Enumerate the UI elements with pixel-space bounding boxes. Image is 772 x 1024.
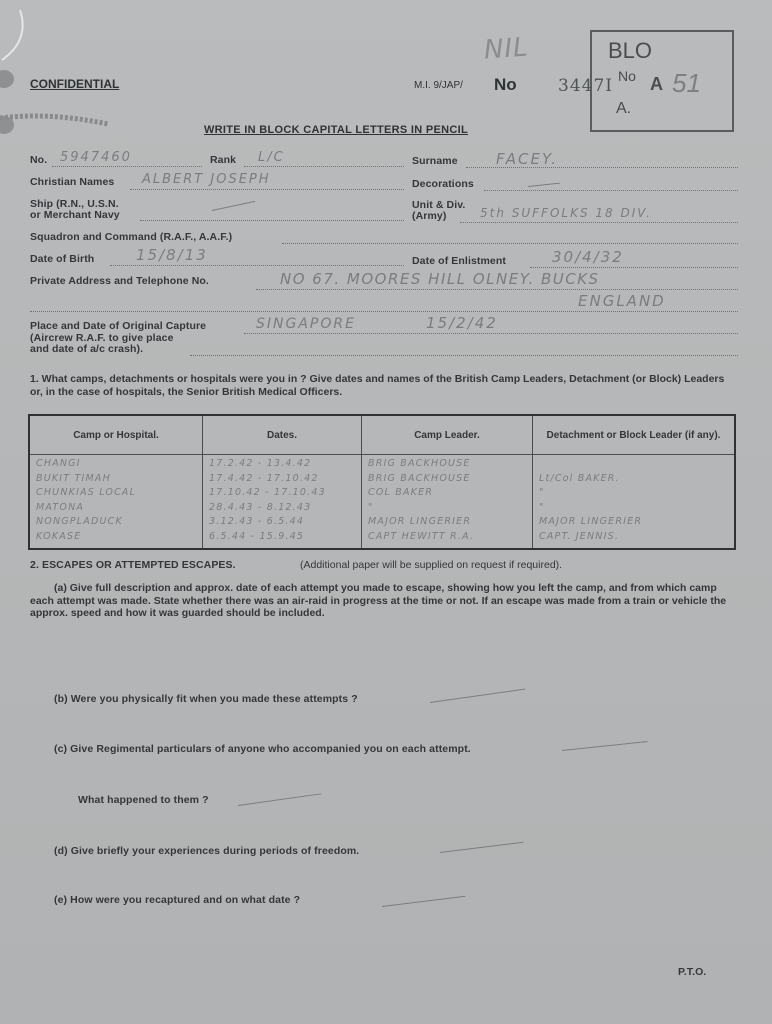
table-cell: Lt/Col BAKER. <box>539 472 620 484</box>
capture-label: Place and Date of Original Capture <box>30 320 207 332</box>
table-cell: NONGPLADUCK <box>36 516 123 527</box>
table-cell: BRIG BACKHOUSE <box>368 472 471 484</box>
table-cell: BRIG BACKHOUSE <box>368 458 471 469</box>
question-2c: (c) Give Regimental particulars of anyone who accompanied you on each attempt. <box>54 743 471 755</box>
rank-label: Rank <box>210 154 237 166</box>
question-2d: (d) Give briefly your experiences during periods of freedom. <box>54 845 360 857</box>
no-field-label: No. <box>30 154 48 166</box>
table-cell: BUKIT TIMAH <box>36 472 111 484</box>
ship-label: Ship (R.N., U.S.N. <box>30 198 119 210</box>
table-cell: 3.12.43 - 6.5.44 <box>209 516 305 527</box>
rank-value: L/C <box>258 150 285 165</box>
ref-label: M.I. 9/JAP/ <box>414 80 463 91</box>
stamp-no: No <box>618 68 636 84</box>
stamp-a2: A. <box>616 100 632 117</box>
question-2b: (b) Were you physically fit when you made these attempts ? <box>54 693 358 705</box>
address-value-line2: ENGLAND <box>578 292 666 310</box>
dob-value: 15/8/13 <box>136 246 208 264</box>
address-value-line1: NO 67. MOORES HILL OLNEY. BUCKS <box>280 270 600 288</box>
dob-label: Date of Birth <box>30 253 95 265</box>
detachment-column <box>533 455 736 550</box>
capture-label-2: (Aircrew R.A.F. to give place <box>30 332 174 344</box>
question-2-title: 2. ESCAPES OR ATTEMPTED ESCAPES. <box>30 559 236 571</box>
camps-table <box>28 414 736 550</box>
christian-names-label: Christian Names <box>30 176 115 188</box>
table-cell: MAJOR LINGERIER <box>539 516 643 527</box>
no-label: No <box>494 75 517 94</box>
squadron-label: Squadron and Command (R.A.F., A.A.F.) <box>30 231 233 243</box>
table-cell: 17.10.42 - 17.10.43 <box>209 487 326 498</box>
table-cell: MAJOR LINGERIER <box>368 516 472 527</box>
table-cell: CAPT HEWITT R.A. <box>368 530 475 542</box>
stamp-blo: BLO <box>608 38 653 63</box>
table-cell: " <box>539 487 545 498</box>
address-label: Private Address and Telephone No. <box>30 275 209 287</box>
question-1: 1. What camps, detachments or hospitals were you in ? Give dates and names of the British Camp Leaders, Detachment (or Block) Leaders or, in the case of hospitals, the Senior British Medical Officers. <box>30 373 725 398</box>
table-cell <box>539 457 728 472</box>
capture-place: SINGAPORE <box>256 316 356 332</box>
pto-label: P.T.O. <box>678 966 707 978</box>
stamp-number: 51 <box>672 68 701 98</box>
table-cell: 17.2.42 - 13.4.42 <box>209 458 312 469</box>
unit-label-2: (Army) <box>412 210 447 222</box>
table-cell: MATONA <box>36 501 85 513</box>
table-cell: 28.4.43 - 8.12.43 <box>209 501 312 513</box>
question-2a: (a) Give full description and approx. date of each attempt you made to escape, showing how you left the camp, and from which camp each attempt was made. State whether there was an air-raid in progress at the time or not. If an escape was made from a train or vehicle the approx. speed and how it was guarded should be included. <box>30 582 727 619</box>
christian-names-value: ALBERT JOSEPH <box>142 172 271 187</box>
enlistment-value: 30/4/32 <box>552 248 624 266</box>
unit-label: Unit & Div. <box>412 199 466 211</box>
table-cell: CHUNKIAS LOCAL <box>36 487 137 498</box>
table-cell: COL BAKER <box>368 487 434 498</box>
tag-string-icon <box>0 0 120 140</box>
capture-date: 15/2/42 <box>426 314 498 332</box>
capture-label-3: and date of a/c crash). <box>30 343 144 355</box>
table-cell: 6.5.44 - 15.9.45 <box>209 530 305 542</box>
enlistment-label: Date of Enlistment <box>412 255 506 267</box>
col-camp-leader: Camp Leader. <box>362 415 533 455</box>
confidential-label: CONFIDENTIAL <box>30 77 120 91</box>
dates-column <box>203 455 362 550</box>
question-2c-followup: What happened to them ? <box>78 794 209 806</box>
no-field-value: 5947460 <box>60 150 132 165</box>
serial-number: 3447I <box>558 76 613 96</box>
question-2e: (e) How were you recaptured and on what date ? <box>54 894 301 906</box>
table-cell: " <box>368 501 374 513</box>
stamp-a: A <box>650 74 663 94</box>
table-cell: KOKASE <box>36 530 82 542</box>
col-detachment-leader: Detachment or Block Leader (if any). <box>533 415 736 455</box>
leader-column <box>362 455 533 550</box>
question-2-note: (Additional paper will be supplied on request if required). <box>300 559 563 571</box>
decorations-label: Decorations <box>412 178 474 190</box>
col-dates: Dates. <box>203 415 362 455</box>
unit-value: 5th SUFFOLKS 18 DIV. <box>480 206 652 220</box>
nil-annotation: NIL <box>483 32 530 66</box>
table-cell: CAPT. JENNIS. <box>539 530 620 542</box>
surname-value: FACEY. <box>496 150 558 168</box>
col-camp: Camp or Hospital. <box>29 415 203 455</box>
camp-column <box>29 455 203 550</box>
table-cell: CHANGI <box>36 458 81 469</box>
surname-label: Surname <box>412 155 458 167</box>
instruction-heading: WRITE IN BLOCK CAPITAL LETTERS IN PENCIL <box>204 124 468 136</box>
ship-label-2: or Merchant Navy <box>30 209 120 221</box>
table-cell: 17.4.42 - 17.10.42 <box>209 472 319 484</box>
table-cell: " <box>539 501 545 513</box>
